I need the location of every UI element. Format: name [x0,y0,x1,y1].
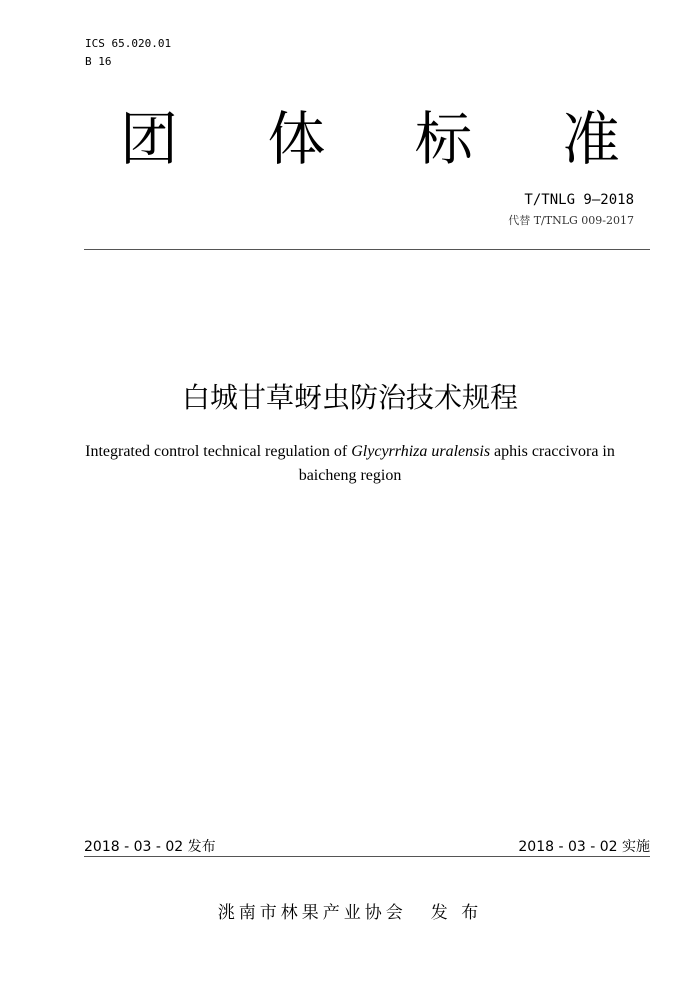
issuer-line [0,902,700,924]
issuer-name: 洮南市林果产业协会 [217,903,407,923]
implementation-date: 2018 - 03 - 02 实施 [518,839,650,855]
title-char-4: 准 [561,105,620,173]
chinese-title: 白城甘草蚜虫防治技术规程 [181,381,518,414]
english-title-part1: Integrated control technical regulation of [85,443,352,460]
replaces-note: 代替 T/TNLG 009-2017 [508,214,634,227]
title-char-1: 团 [120,105,179,173]
ccs-code: B 16 [85,55,112,68]
header-divider [84,249,650,250]
english-title-part2: aphis craccivora in baicheng region [298,443,615,484]
standard-number: T/TNLG 9—2018 [524,192,634,208]
title-char-2: 体 [267,105,326,173]
document-type-title [120,104,620,174]
species-name: Glycyrrhiza uralensis [351,443,491,460]
footer-divider [84,856,650,857]
issue-date: 2018 - 03 - 02 发布 [84,839,216,855]
title-char-3: 标 [414,105,473,173]
ics-code: ICS 65.020.01 [85,37,172,50]
issue-word: 发 布 [430,903,483,923]
english-title [60,440,640,488]
